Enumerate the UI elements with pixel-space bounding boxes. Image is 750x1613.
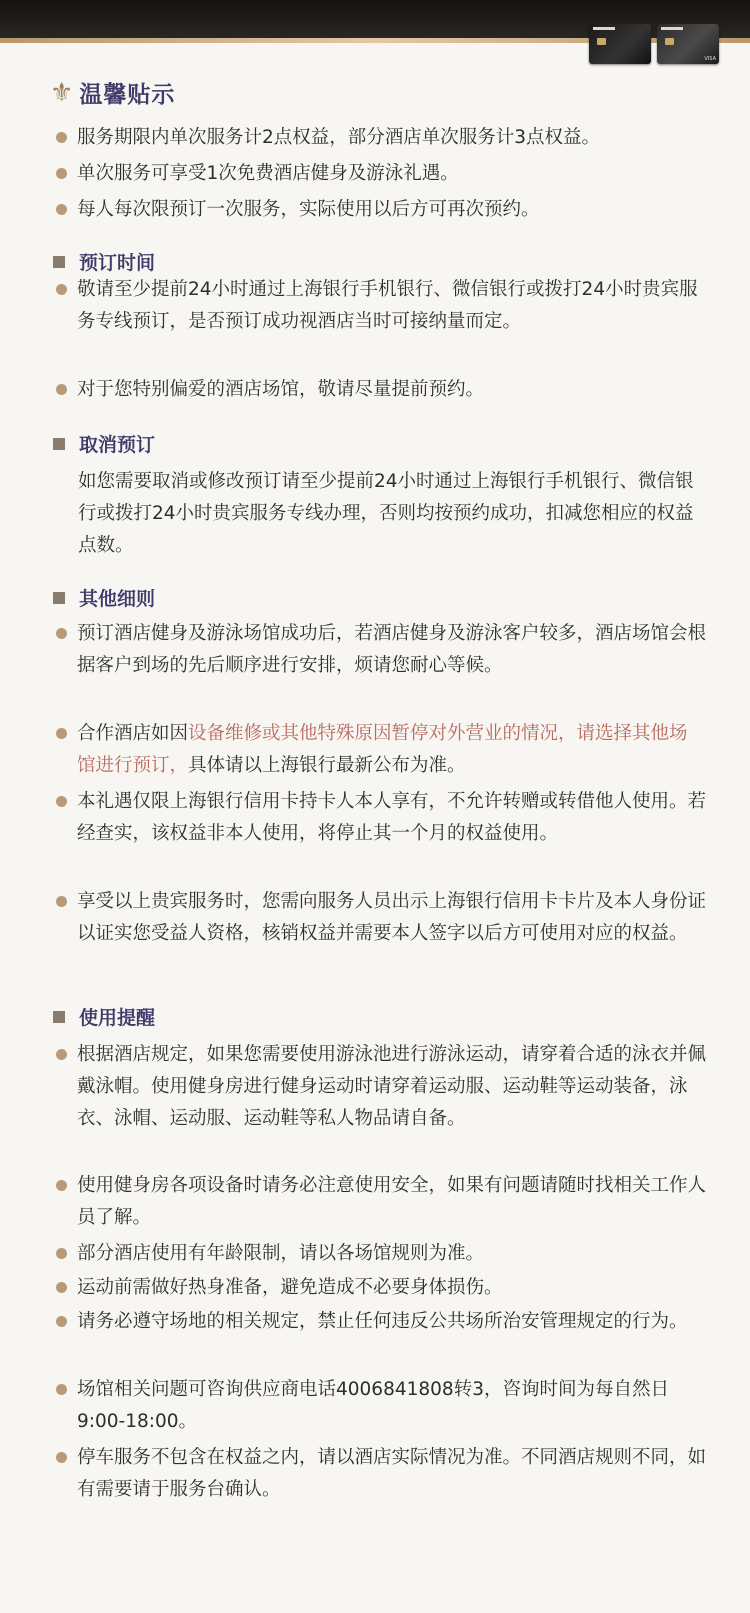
bullet-icon [56,628,67,639]
list-item: 停车服务不包含在权益之内，请以酒店实际情况为准。不同酒店规则不同，如有需要请于服务台确认。 [56,1442,706,1506]
list-item: 预订酒店健身及游泳场馆成功后，若酒店健身及游泳客户较多，酒店场馆会根据客户到场的先后顺序进行安排，烦请您耐心等候。 [56,618,706,682]
bullet-icon [56,168,67,179]
list-item: 每人每次限预订一次服务，实际使用以后方可再次预约。 [56,194,706,226]
bullet-icon [56,284,67,295]
bullet-icon [56,896,67,907]
title-text: 温馨贴示 [79,82,176,108]
bullet-icon [56,204,67,215]
section-heading-booking: 预订时间 [53,248,155,275]
square-icon [53,438,65,450]
square-icon [53,1011,65,1023]
credit-card-image [657,24,719,64]
bullet-icon [56,1248,67,1259]
list-item: 请务必遵守场地的相关规定，禁止任何违反公共场所治安管理规定的行为。 [56,1306,706,1338]
square-icon [53,592,65,604]
list-item: 部分酒店使用有年龄限制，请以各场馆规则为准。 [56,1238,706,1270]
bullet-icon [56,132,67,143]
list-item: 对于您特别偏爱的酒店场馆，敬请尽量提前预约。 [56,374,706,406]
list-item: 本礼遇仅限上海银行信用卡持卡人本人享有，不允许转赠或转借他人使用。若经查实，该权益非本人使用，将停止其一个月的权益使用。 [56,786,706,850]
highlight-text: 设备维修或其他特殊原因暂停对外营业的情况，请选择其他场馆进行预订， [77,723,688,776]
list-item: 运动前需做好热身准备，避免造成不必要身体损伤。 [56,1272,706,1304]
section-heading-rules: 其他细则 [53,584,155,611]
bullet-icon [56,1316,67,1327]
list-item: 根据酒店规定，如果您需要使用游泳池进行游泳运动，请穿着合适的泳衣并佩戴泳帽。使用健身房进行健身运动时请穿着运动服、运动鞋等运动装备，泳衣、泳帽、运动服、运动鞋等私人物品请自备。 [56,1039,706,1135]
bullet-icon [56,1180,67,1191]
bullet-icon [56,728,67,739]
bullet-icon [56,796,67,807]
list-item: 使用健身房各项设备时请务必注意使用安全，如果有问题请随时找相关工作人员了解。 [56,1170,706,1234]
list-item: 享受以上贵宾服务时，您需向服务人员出示上海银行信用卡卡片及本人身份证以证实您受益人资格，核销权益并需要本人签字以后方可使用对应的权益。 [56,886,706,950]
cancel-text: 如您需要取消或修改预订请至少提前24小时通过上海银行手机银行、微信银行或拨打24小时贵宾服务专线办理，否则均按预约成功，扣减您相应的权益点数。 [78,471,694,556]
credit-card-image [589,24,651,64]
card-brand: VISA [704,56,716,62]
section-heading-usage: 使用提醒 [53,1003,155,1030]
page-title [50,76,175,109]
bullet-icon [56,1049,67,1060]
bullet-icon [56,1452,67,1463]
fleur-de-lis-icon: ⚜ [50,77,74,108]
list-item: 场馆相关问题可咨询供应商电话4006841808转3，咨询时间为每自然日9:00-18:00。 [56,1374,706,1438]
bullet-icon [56,1384,67,1395]
square-icon [53,256,65,268]
bullet-icon [56,384,67,395]
list-item: 单次服务可享受1次免费酒店健身及游泳礼遇。 [56,158,706,190]
bullet-icon [56,1282,67,1293]
list-item: 服务期限内单次服务计2点权益，部分酒店单次服务计3点权益。 [56,122,706,154]
list-item: 敬请至少提前24小时通过上海银行手机银行、微信银行或拨打24小时贵宾服务专线预订，是否预订成功视酒店当时可接纳量而定。 [56,274,706,338]
list-item: 合作酒店如因设备维修或其他特殊原因暂停对外营业的情况，请选择其他场馆进行预订，具体请以上海银行最新公布为准。 [56,718,706,782]
section-heading-cancel: 取消预订 [53,430,155,457]
